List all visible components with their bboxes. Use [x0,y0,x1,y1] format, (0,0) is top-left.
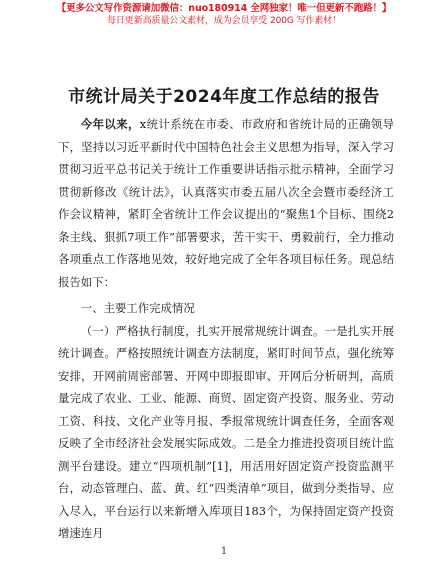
document-title: 市统计局关于2024年度工作总结的报告 [68,87,380,107]
page-number: 1 [220,546,228,557]
promo-banner-line1: 【更多公文写作资源请加微信：nuo180914 全网独家！唯一但更新不跑路！】 [56,3,392,14]
intro-text: x统计系统在市委、市政府和省统计局的正确领导下，坚持以习近平新时代中国特色社会主义思想为指导，深入学习贯彻习近平总书记关于统计工作重要讲话指示批示精神，全面学习贯彻新修改《统计法》，认真落实市委五届八次全会暨市委经济工作会议精神，紧盯全省统计工作会议提出的“聚焦1个目标、围绕2条主线、狠抓7项工作”部署要求，苦干实干、勇毅前行，全力推动各项重点工作落地见效，较好地完成了全年各项目标任务。现总结报告如下： [58,117,394,289]
promo-banner [0,2,448,28]
promo-banner-line2: 每日更新高质量公文素材，成为会员享受 200G 写作素材！ [107,16,341,26]
intro-lead: 今年以来， [80,117,140,131]
document-body [58,113,394,545]
intro-paragraph [58,113,394,293]
section-heading: 一、主要工作完成情况 [80,301,195,315]
section-paragraph: （一）严格执行制度，扎实开展常规统计调查。一是扎实开展统计调查。严格按照统计调查方法制度，紧盯时间节点，强化统筹安排，开网前周密部署、开网中即报即审、开网后分析研判，高质量完成了农业、工业、能源、商贸、固定资产投资、服务业、劳动工资、科技、文化产业等月报、季报常规统计调查任务，全面客观反映了全市经济社会发展实际成效。二是全力推进投资项目统计监测平台建设。建立“四项机制”[1]，用活用好固定资产投资监测平台，动态管理白、蓝、黄、红“四类清单”项目，做到分类指导、应入尽入，平台运行以来新增入库项目183个，为保持固定资产投资增速连月 [58,323,394,540]
